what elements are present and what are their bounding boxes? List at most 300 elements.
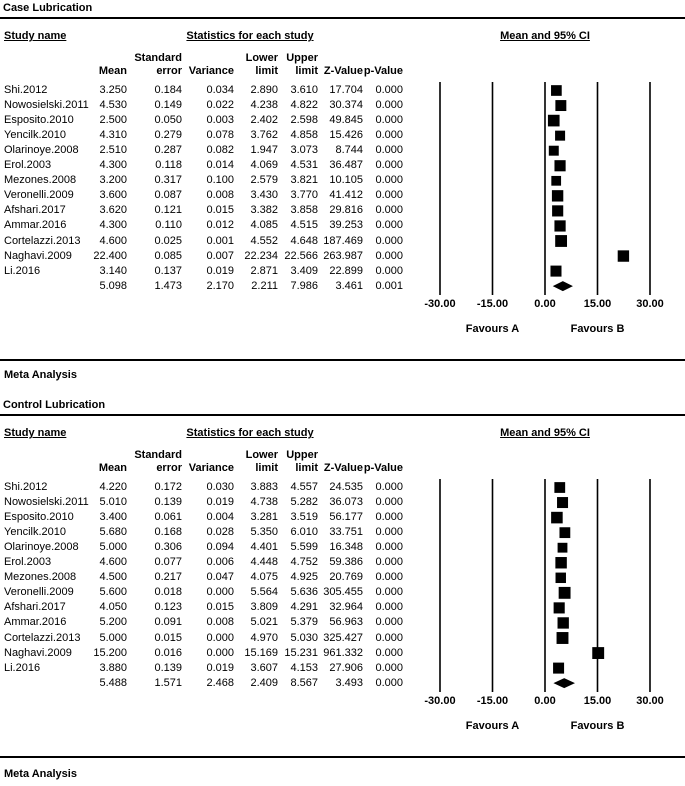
study-row-cell-upper-limit: 22.566	[284, 249, 318, 262]
summary-row-cell-p-value: 0.000	[375, 676, 403, 689]
study-row-cell-standard-error: 0.279	[154, 129, 182, 142]
cell-study-name: Mezones.2008	[4, 571, 77, 584]
study-row-cell-upper-limit: 2.598	[290, 114, 318, 127]
study-row-cell-p-value: 0.000	[375, 174, 403, 187]
col-header-upper-limit-top: Upper	[286, 449, 318, 461]
study-row-cell-variance: 0.014	[206, 159, 234, 172]
study-row-cell-lower-limit: 2.890	[250, 84, 278, 96]
study-row-cell-lower-limit: 4.970	[250, 631, 278, 644]
study-row-cell-variance: 0.022	[206, 99, 234, 112]
cell-study-name: Veronelli.2009	[4, 189, 74, 202]
study-row-cell-lower-limit: 4.075	[250, 571, 278, 584]
study-row-cell-z-value: 39.253	[329, 219, 363, 232]
col-header-lower-limit: limit	[255, 462, 278, 474]
study-row-cell-standard-error: 0.139	[154, 496, 182, 509]
study-row-cell-variance: 0.003	[206, 114, 234, 127]
cell-study-name: Ammar.2016	[4, 616, 67, 629]
study-row-cell-z-value: 36.073	[329, 496, 363, 509]
study-weight-square	[551, 85, 562, 96]
study-name-header: Study name	[4, 30, 67, 42]
col-header-standard-error-top: Standard	[134, 52, 182, 64]
summary-row-cell-mean: 5.098	[99, 279, 127, 292]
col-header-standard-error-top: Standard	[134, 449, 182, 461]
col-header-z-value: Z-Value	[323, 462, 363, 474]
axis-tick-label: 15.00	[583, 695, 612, 707]
study-row-cell-upper-limit: 5.599	[290, 541, 318, 554]
study-row-cell-p-value: 0.000	[375, 511, 403, 524]
study-row-cell-p-value: 0.000	[375, 616, 403, 629]
study-row-cell-mean: 4.600	[99, 556, 127, 569]
summary-row-cell-lower-limit: 2.211	[251, 279, 278, 292]
study-row-cell-mean: 5.000	[99, 631, 127, 644]
study-row-cell-p-value: 0.000	[375, 661, 403, 674]
stats-section-header: Statistics for each study	[186, 30, 314, 42]
study-weight-square	[557, 632, 569, 644]
forest-plot-canvas	[420, 78, 670, 300]
study-row-cell-variance: 0.001	[206, 234, 234, 247]
study-row-cell-lower-limit: 2.402	[250, 114, 278, 127]
summary-row-cell-upper-limit: 7.986	[290, 279, 318, 292]
study-row-cell-upper-limit: 4.752	[290, 556, 318, 569]
axis-tick-label: -15.00	[476, 695, 509, 707]
study-row-cell-p-value: 0.000	[375, 646, 403, 659]
study-weight-square	[559, 587, 571, 599]
forest-plot-canvas	[420, 475, 670, 697]
axis-tick-label: 30.00	[636, 298, 664, 310]
cell-study-name: Yencilk.2010	[4, 526, 66, 539]
study-row-cell-standard-error: 0.123	[154, 601, 182, 614]
study-row-cell-variance: 0.094	[206, 541, 234, 554]
cell-study-name: Li.2016	[4, 264, 41, 277]
summary-row-cell-p-value: 0.001	[375, 279, 403, 292]
study-row-cell-lower-limit: 4.085	[250, 219, 278, 232]
study-row-cell-p-value: 0.000	[375, 556, 403, 569]
study-row-cell-p-value: 0.000	[375, 234, 403, 247]
study-row-cell-upper-limit: 5.282	[290, 496, 318, 509]
study-row-cell-upper-limit: 5.030	[290, 631, 318, 644]
axis-tick-label: -30.00	[424, 695, 456, 707]
study-weight-square	[555, 100, 566, 111]
study-row-cell-upper-limit: 5.636	[290, 586, 318, 599]
study-row-cell-z-value: 27.906	[329, 661, 363, 674]
study-weight-square	[558, 617, 569, 628]
study-row-cell-z-value: 33.751	[329, 526, 363, 539]
cell-study-name: Olarinoye.2008	[4, 541, 79, 554]
study-row-cell-upper-limit: 15.231	[284, 646, 318, 659]
study-row-cell-upper-limit: 4.648	[290, 234, 318, 247]
study-weight-square	[552, 190, 563, 201]
summary-row-cell-standard-error: 1.473	[154, 279, 182, 292]
study-row-cell-variance: 0.030	[206, 481, 234, 493]
study-row-cell-standard-error: 0.149	[154, 99, 182, 112]
study-row-cell-standard-error: 0.110	[155, 219, 182, 232]
panel-title: Control Lubrication	[3, 399, 106, 411]
study-row-cell-z-value: 187.469	[323, 234, 363, 247]
study-row-cell-z-value: 961.332	[323, 646, 363, 659]
study-row-cell-lower-limit: 15.169	[244, 646, 278, 659]
study-row-cell-mean: 3.140	[99, 264, 127, 277]
study-row-cell-p-value: 0.000	[375, 159, 403, 172]
col-header-lower-limit-top: Lower	[245, 52, 278, 64]
panel-control-lubrication	[0, 397, 685, 759]
summary-row-cell-mean: 5.488	[99, 676, 127, 689]
col-header-variance: Variance	[188, 65, 234, 77]
summary-row-cell-upper-limit: 8.567	[290, 676, 318, 689]
study-weight-square	[559, 527, 570, 538]
study-row-cell-mean: 5.600	[99, 586, 127, 599]
study-row-cell-mean: 3.620	[99, 204, 127, 217]
study-row-cell-mean: 4.050	[99, 601, 127, 614]
cell-study-name: Cortelazzi.2013	[4, 631, 81, 644]
study-row-cell-lower-limit: 4.238	[250, 99, 278, 112]
divider-line-top	[0, 414, 685, 416]
study-row-cell-upper-limit: 3.073	[290, 144, 318, 157]
col-header-variance: Variance	[188, 462, 234, 474]
study-row-cell-standard-error: 0.025	[154, 234, 182, 247]
study-row-cell-p-value: 0.000	[375, 144, 403, 157]
cell-study-name: Ammar.2016	[4, 219, 67, 232]
study-row-cell-upper-limit: 3.409	[290, 264, 318, 277]
col-header-upper-limit: limit	[295, 65, 318, 77]
study-row-cell-lower-limit: 3.281	[250, 511, 278, 524]
panel-case-lubrication	[0, 0, 685, 362]
favours-a-label: Favours A	[465, 720, 520, 732]
study-row-cell-z-value: 36.487	[329, 159, 363, 172]
study-row-cell-lower-limit: 4.738	[250, 496, 278, 509]
panel-title: Case Lubrication	[3, 2, 93, 14]
study-row-cell-lower-limit: 5.350	[250, 526, 278, 539]
study-row-cell-lower-limit: 4.552	[250, 234, 278, 247]
axis-tick-label: -30.00	[424, 298, 456, 310]
study-row-cell-p-value: 0.000	[375, 481, 403, 493]
ci-plot-header: Mean and 95% CI	[500, 30, 590, 42]
study-row-cell-p-value: 0.000	[375, 541, 403, 554]
study-row-cell-z-value: 22.899	[329, 264, 363, 277]
study-row-cell-lower-limit: 3.809	[250, 601, 278, 614]
study-row-cell-variance: 0.019	[206, 264, 234, 277]
summary-row-cell-z-value: 3.493	[335, 676, 363, 689]
study-row-cell-lower-limit: 22.234	[244, 249, 278, 262]
study-row-cell-upper-limit: 4.515	[290, 219, 318, 232]
study-row-cell-variance: 0.008	[206, 189, 234, 202]
cell-study-name: Cortelazzi.2013	[4, 234, 81, 247]
study-weight-square	[554, 602, 565, 613]
study-row-cell-z-value: 15.426	[329, 129, 363, 142]
footer-label-meta-analysis: Meta Analysis	[4, 768, 77, 780]
study-row-cell-variance: 0.082	[206, 144, 234, 157]
study-row-cell-lower-limit: 4.448	[250, 556, 278, 569]
divider-line-bottom	[0, 359, 685, 361]
study-row-cell-variance: 0.047	[206, 571, 234, 584]
study-row-cell-upper-limit: 3.821	[290, 174, 318, 187]
axis-tick-label: -15.00	[476, 298, 509, 310]
study-row-cell-upper-limit: 5.379	[290, 616, 318, 629]
study-row-cell-p-value: 0.000	[375, 631, 403, 644]
study-weight-square	[554, 220, 565, 231]
study-row-cell-p-value: 0.000	[375, 264, 403, 277]
study-row-cell-standard-error: 0.137	[154, 264, 182, 277]
study-row-cell-standard-error: 0.121	[154, 204, 182, 217]
study-row-cell-standard-error: 0.050	[154, 114, 182, 127]
study-weight-square	[592, 647, 604, 659]
study-row-cell-lower-limit: 2.871	[250, 264, 278, 277]
study-row-cell-p-value: 0.000	[375, 129, 403, 142]
summary-diamond	[553, 281, 573, 291]
col-header-p-value: p-Value	[363, 65, 403, 77]
study-weight-square	[549, 146, 559, 156]
study-row-cell-lower-limit: 4.401	[250, 541, 278, 554]
divider-line-top	[0, 17, 685, 19]
axis-tick-label: 30.00	[636, 695, 664, 707]
study-row-cell-mean: 4.600	[99, 234, 127, 247]
cell-study-name: Esposito.2010	[4, 114, 74, 127]
study-row-cell-variance: 0.015	[206, 601, 234, 614]
study-row-cell-upper-limit: 3.858	[290, 204, 318, 217]
col-header-upper-limit-top: Upper	[286, 52, 318, 64]
study-row-cell-upper-limit: 4.925	[290, 571, 318, 584]
study-row-cell-lower-limit: 5.021	[250, 616, 278, 629]
study-weight-square	[554, 160, 565, 171]
col-header-upper-limit: limit	[295, 462, 318, 474]
study-row-cell-upper-limit: 6.010	[290, 526, 318, 539]
study-row-cell-z-value: 8.744	[335, 144, 363, 157]
study-row-cell-z-value: 16.348	[329, 541, 363, 554]
study-row-cell-lower-limit: 3.762	[250, 129, 278, 142]
study-row-cell-p-value: 0.000	[375, 114, 403, 127]
col-header-lower-limit: limit	[255, 65, 278, 77]
study-row-cell-lower-limit: 3.883	[250, 481, 278, 493]
study-row-cell-p-value: 0.000	[375, 249, 403, 262]
study-row-cell-variance: 0.034	[206, 84, 234, 96]
cell-study-name: Afshari.2017	[4, 601, 66, 614]
cell-study-name: Naghavi.2009	[4, 249, 72, 262]
study-row-cell-mean: 4.530	[99, 99, 127, 112]
study-row-cell-upper-limit: 4.858	[290, 129, 318, 142]
study-row-cell-mean: 4.300	[99, 159, 127, 172]
study-row-cell-mean: 3.200	[99, 174, 127, 187]
study-weight-square	[550, 266, 561, 277]
cell-study-name: Erol.2003	[4, 159, 52, 172]
study-row-cell-standard-error: 0.168	[154, 526, 182, 539]
study-row-cell-p-value: 0.000	[375, 219, 403, 232]
cell-study-name: Naghavi.2009	[4, 646, 72, 659]
study-row-cell-upper-limit: 4.291	[290, 601, 318, 614]
study-weight-square	[552, 205, 563, 216]
section-label-meta-analysis: Meta Analysis	[4, 369, 77, 381]
study-row-cell-z-value: 305.455	[323, 586, 363, 599]
study-row-cell-lower-limit: 5.564	[250, 586, 278, 599]
study-row-cell-p-value: 0.000	[375, 84, 403, 96]
study-weight-square	[551, 176, 561, 186]
summary-row-cell-standard-error: 1.571	[154, 676, 182, 689]
study-row-cell-mean: 4.220	[99, 481, 127, 493]
study-row-cell-p-value: 0.000	[375, 586, 403, 599]
col-header-standard-error: error	[156, 65, 182, 77]
cell-study-name: Shi.2012	[4, 481, 48, 493]
col-header-standard-error: error	[156, 462, 182, 474]
study-weight-square	[557, 497, 568, 508]
study-row-cell-p-value: 0.000	[375, 496, 403, 509]
study-row-cell-upper-limit: 3.519	[290, 511, 318, 524]
study-row-cell-lower-limit: 4.069	[250, 159, 278, 172]
study-row-cell-z-value: 29.816	[329, 204, 363, 217]
study-weight-square	[556, 573, 566, 583]
favours-a-label: Favours A	[465, 323, 520, 335]
cell-study-name: Shi.2012	[4, 84, 48, 96]
col-header-z-value: Z-Value	[323, 65, 363, 77]
study-row-cell-p-value: 0.000	[375, 601, 403, 614]
study-row-cell-mean: 4.310	[99, 129, 127, 142]
study-row-cell-standard-error: 0.061	[154, 511, 182, 524]
cell-study-name: Mezones.2008	[4, 174, 77, 187]
study-row-cell-standard-error: 0.172	[154, 481, 182, 493]
study-row-cell-variance: 0.008	[206, 616, 234, 629]
favours-b-label: Favours B	[570, 720, 625, 732]
study-row-cell-mean: 4.500	[99, 571, 127, 584]
study-row-cell-mean: 5.200	[99, 616, 127, 629]
study-row-cell-standard-error: 0.217	[154, 571, 182, 584]
study-row-cell-z-value: 17.704	[329, 84, 363, 96]
study-row-cell-lower-limit: 1.947	[250, 144, 278, 157]
study-row-cell-variance: 0.000	[206, 631, 234, 644]
study-row-cell-variance: 0.007	[206, 249, 234, 262]
cell-study-name: Nowosielski.2011	[4, 496, 89, 509]
col-header-lower-limit-top: Lower	[245, 449, 278, 461]
study-row-cell-z-value: 10.105	[329, 174, 363, 187]
study-row-cell-mean: 3.250	[99, 84, 127, 96]
cell-study-name: Esposito.2010	[4, 511, 74, 524]
study-row-cell-variance: 0.019	[206, 496, 234, 509]
study-row-cell-standard-error: 0.184	[154, 84, 182, 96]
cell-study-name: Yencilk.2010	[4, 129, 66, 142]
study-row-cell-upper-limit: 3.770	[290, 189, 318, 202]
study-row-cell-variance: 0.100	[206, 174, 234, 187]
summary-row-cell-lower-limit: 2.409	[250, 676, 278, 689]
study-row-cell-z-value: 325.427	[323, 631, 363, 644]
study-row-cell-z-value: 32.964	[329, 601, 363, 614]
study-row-cell-mean: 5.010	[99, 496, 127, 509]
study-weight-square	[558, 543, 568, 553]
cell-study-name: Olarinoye.2008	[4, 144, 79, 157]
study-row-cell-upper-limit: 4.557	[290, 481, 318, 493]
cell-study-name: Nowosielski.2011	[4, 99, 89, 112]
study-weight-square	[555, 131, 565, 141]
stats-section-header: Statistics for each study	[186, 427, 314, 439]
study-row-cell-z-value: 263.987	[323, 249, 363, 262]
study-weight-square	[618, 250, 629, 261]
study-row-cell-variance: 0.006	[206, 556, 234, 569]
study-row-cell-variance: 0.000	[206, 586, 234, 599]
study-row-cell-variance: 0.012	[206, 219, 234, 232]
study-row-cell-lower-limit: 3.430	[250, 189, 278, 202]
cell-study-name: Afshari.2017	[4, 204, 66, 217]
study-weight-square	[555, 235, 567, 247]
study-row-cell-standard-error: 0.317	[154, 174, 182, 187]
study-row-cell-p-value: 0.000	[375, 571, 403, 584]
study-row-cell-lower-limit: 3.382	[250, 204, 278, 217]
study-row-cell-variance: 0.028	[206, 526, 234, 539]
study-row-cell-standard-error: 0.306	[154, 541, 182, 554]
study-row-cell-variance: 0.000	[206, 646, 234, 659]
study-row-cell-p-value: 0.000	[375, 526, 403, 539]
study-row-cell-mean: 3.400	[99, 511, 127, 524]
study-row-cell-standard-error: 0.118	[155, 159, 182, 172]
study-weight-square	[551, 512, 563, 524]
axis-tick-label: 0.00	[534, 695, 556, 707]
study-row-cell-standard-error: 0.085	[154, 249, 182, 262]
study-row-cell-standard-error: 0.087	[154, 189, 182, 202]
study-row-cell-z-value: 49.845	[329, 114, 363, 127]
study-row-cell-standard-error: 0.077	[154, 556, 182, 569]
study-row-cell-mean: 5.000	[99, 541, 127, 554]
ci-plot-header: Mean and 95% CI	[500, 427, 590, 439]
col-header-mean: Mean	[98, 65, 127, 77]
summary-row-cell-variance: 2.468	[206, 676, 234, 689]
study-row-cell-mean: 3.600	[99, 189, 127, 202]
favours-b-label: Favours B	[570, 323, 625, 335]
study-row-cell-upper-limit: 4.153	[290, 661, 318, 674]
study-row-cell-standard-error: 0.015	[154, 631, 182, 644]
study-row-cell-z-value: 56.177	[329, 511, 363, 524]
study-row-cell-z-value: 24.535	[329, 481, 363, 493]
study-row-cell-mean: 22.400	[93, 249, 127, 262]
study-row-cell-variance: 0.015	[206, 204, 234, 217]
cell-study-name: Li.2016	[4, 661, 41, 674]
study-row-cell-p-value: 0.000	[375, 189, 403, 202]
study-row-cell-lower-limit: 3.607	[250, 661, 278, 674]
study-row-cell-z-value: 20.769	[329, 571, 363, 584]
study-row-cell-variance: 0.078	[206, 129, 234, 142]
study-row-cell-mean: 5.680	[99, 526, 127, 539]
study-row-cell-p-value: 0.000	[375, 204, 403, 217]
study-row-cell-standard-error: 0.091	[154, 616, 182, 629]
summary-diamond	[553, 678, 575, 688]
cell-study-name: Veronelli.2009	[4, 586, 74, 599]
study-weight-square	[553, 663, 564, 674]
summary-row-cell-variance: 2.170	[206, 279, 234, 292]
study-row-cell-upper-limit: 3.610	[290, 84, 318, 96]
axis-tick-label: 15.00	[583, 298, 612, 310]
study-row-cell-standard-error: 0.287	[154, 144, 182, 157]
col-header-p-value: p-Value	[363, 462, 403, 474]
study-row-cell-variance: 0.019	[206, 661, 234, 674]
col-header-mean: Mean	[98, 462, 127, 474]
study-row-cell-mean: 3.880	[99, 661, 127, 674]
summary-row-cell-z-value: 3.461	[335, 279, 363, 292]
study-weight-square	[548, 115, 560, 127]
study-row-cell-standard-error: 0.139	[154, 661, 182, 674]
study-row-cell-mean: 2.500	[99, 114, 127, 127]
study-row-cell-lower-limit: 2.579	[250, 174, 278, 187]
study-row-cell-z-value: 59.386	[329, 556, 363, 569]
study-row-cell-z-value: 30.374	[329, 99, 363, 112]
study-row-cell-standard-error: 0.018	[154, 586, 182, 599]
axis-tick-label: 0.00	[534, 298, 556, 310]
study-row-cell-z-value: 56.963	[329, 616, 363, 629]
study-row-cell-upper-limit: 4.531	[290, 159, 318, 172]
study-row-cell-mean: 4.300	[99, 219, 127, 232]
study-row-cell-mean: 15.200	[93, 646, 127, 659]
divider-line-bottom	[0, 756, 685, 758]
study-row-cell-p-value: 0.000	[375, 99, 403, 112]
study-row-cell-variance: 0.004	[206, 511, 234, 524]
study-row-cell-standard-error: 0.016	[154, 646, 182, 659]
study-row-cell-mean: 2.510	[99, 144, 127, 157]
study-weight-square	[554, 482, 565, 493]
study-name-header: Study name	[4, 427, 67, 439]
study-row-cell-upper-limit: 4.822	[290, 99, 318, 112]
study-weight-square	[555, 557, 566, 568]
